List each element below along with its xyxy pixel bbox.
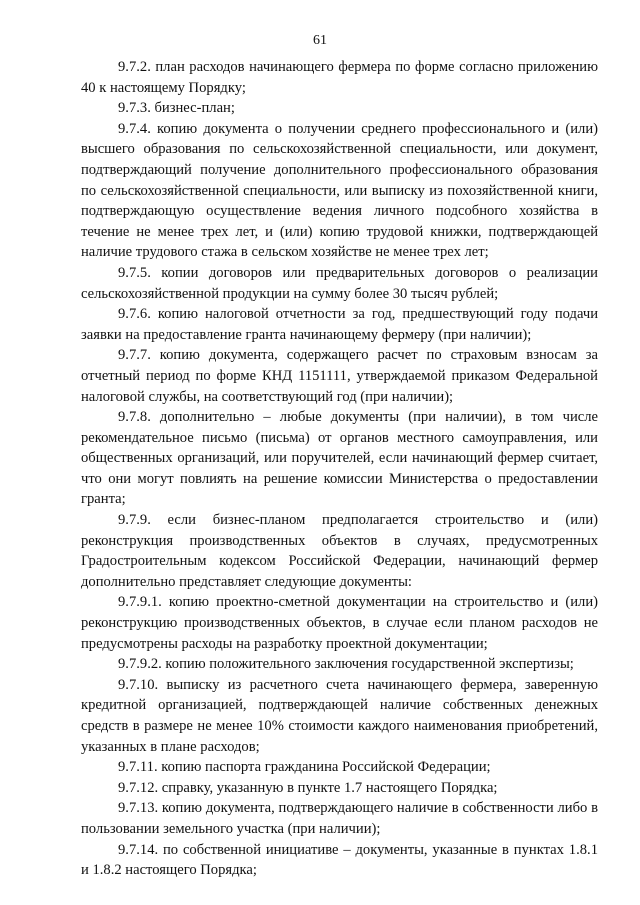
document-body <box>81 57 598 881</box>
paragraph-9-7-6: 9.7.6. копию налоговой отчетности за год, предшествующий году подачи заявки на предоставление гранта начинающему фермеру (при наличии); <box>81 306 598 343</box>
paragraph-9-7-2: 9.7.2. план расходов начинающего фермера по форме согласно приложению 40 к настоящему Порядку; <box>81 59 598 96</box>
page-number: 61 <box>313 33 327 48</box>
paragraph-9-7-3: 9.7.3. бизнес-план; <box>118 100 235 117</box>
paragraph-9-7-13: 9.7.13. копию документа, подтверждающего наличие в собственности либо в пользовании земельного участка (при наличии); <box>81 800 598 837</box>
paragraph-9-7-8: 9.7.8. дополнительно – любые документы (при наличии), в том числе рекомендательное письмо (письма) от органов местного самоуправления, или общественных организаций, или поручителей, если начинающий фермер считает, что они могут повлиять на решение комиссии Министерства о предоставлении гранта; <box>81 409 598 508</box>
paragraph-9-7-7: 9.7.7. копию документа, содержащего расчет по страховым взносам за отчетный период по форме КНД 1151111, утверждаемой приказом Федеральной налоговой службы, на соответствующий год (при наличии); <box>81 347 598 405</box>
paragraph-9-7-9: 9.7.9. если бизнес-планом предполагается строительство и (или) реконструкция производственных объектов в случаях, предусмотренных Градостроительным кодексом Российской Федерации, начинающий фермер дополнительно представляет следующие документы: <box>81 512 598 590</box>
paragraph-9-7-14: 9.7.14. по собственной инициативе – документы, указанные в пунктах 1.8.1 и 1.8.2 настоящего Порядка; <box>81 841 598 879</box>
paragraph-9-7-9-2: 9.7.9.2. копию положительного заключения государственной экспертизы; <box>118 656 574 673</box>
paragraph-9-7-4: 9.7.4. копию документа о получении среднего профессионального и (или) высшего образования по сельскохозяйственной специальности, или документ, подтверждающий получение дополнительного профессионального образования по сельскохозяйственной специальности, или выписку из похозяйственной книги, подтверждающую осуществление ведения личного подсобного хозяйства в течение не менее трех лет, и (или) копию трудовой книжки, подтверждающей наличие трудового стажа в сельском хозяйстве не менее трех лет; <box>81 120 598 261</box>
paragraph-9-7-5: 9.7.5. копии договоров или предварительных договоров о реализации сельскохозяйственной продукции на сумму более 30 тысяч рублей; <box>81 264 598 302</box>
paragraph-9-7-12: 9.7.12. справку, указанную в пункте 1.7 настоящего Порядка; <box>118 779 498 796</box>
paragraph-9-7-10: 9.7.10. выписку из расчетного счета начинающего фермера, заверенную кредитной организацией, подтверждающей наличие собственных денежных средств в размере не менее 10% стоимости каждого наименования приобретений, указанных в плане расходов; <box>81 676 598 755</box>
paragraph-9-7-11: 9.7.11. копию паспорта гражданина Российской Федерации; <box>118 759 491 776</box>
paragraph-9-7-9-1: 9.7.9.1. копию проектно-сметной документации на строительство и (или) реконструкцию производственных объектов, в случае если планом расходов не предусмотрены расходы на разработку проектной документации; <box>81 594 598 652</box>
